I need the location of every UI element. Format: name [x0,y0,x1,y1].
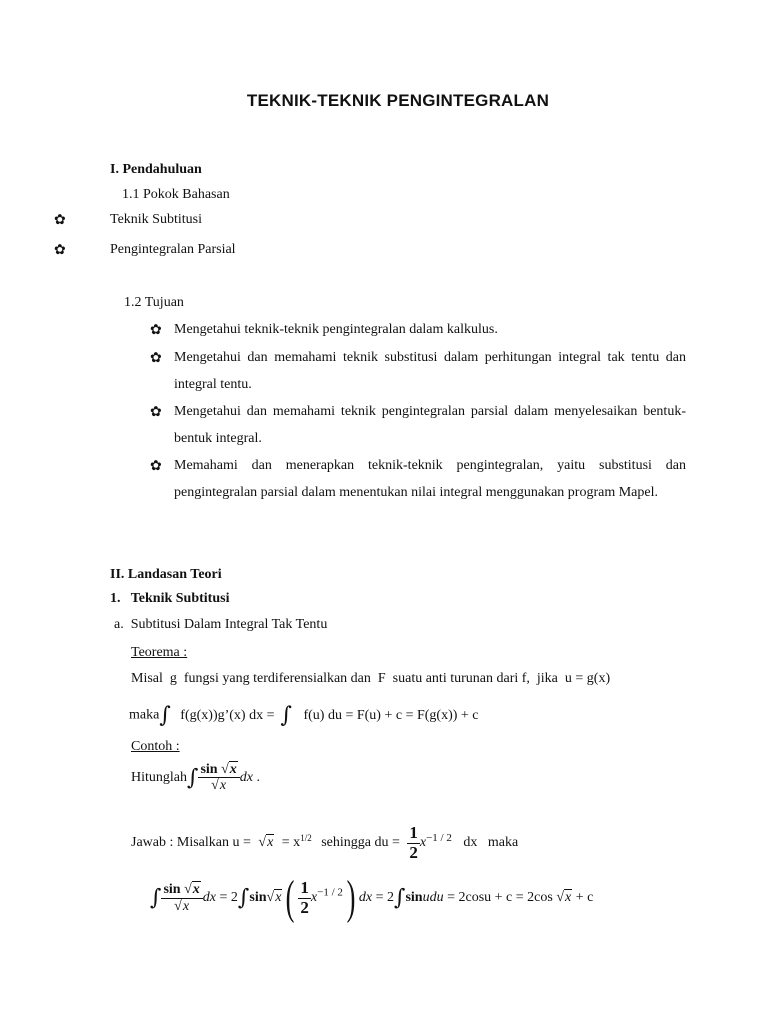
formula-part-1: f(g(x))g’(x) dx = [180,707,275,723]
integral-sign-icon: ∫ [237,885,250,911]
integral-sign-icon: ∫ [280,703,292,728]
topic-item: Pengintegralan Parsial [110,242,236,257]
sqrt-icon: √x [184,882,200,898]
goal-item: Mengetahui dan memahami teknik pengintegralan parsial dalam menyelesaikan bentuk-bentuk integral. [174,404,686,446]
contoh-label: Contoh : [131,739,180,754]
denominator [209,778,229,793]
jawab-sehingga: sehingga du = [321,835,400,851]
exponent: 1/2 [300,832,312,843]
integral-sign-icon: ∫ [150,885,162,911]
section-2-heading: II. Landasan Teori [110,567,222,582]
jawab-mid: = x [281,835,301,851]
fraction-one-half: $\frac{1}{2}$ [409,823,418,862]
flower-bullet-icon: ✿ [150,322,162,338]
fraction-one-half: $\frac{1}{2}$ [300,877,309,917]
flower-bullet-icon: ✿ [54,212,66,228]
subsection-1-2: 1.2 Tujuan [124,295,184,310]
result-part-2: = 2 [375,890,394,905]
right-paren-icon: ) [346,871,356,924]
teorema-label: Teorema : [131,645,188,660]
example-problem: Hitunglah∫ $\frac{\sin √x}{√x}$ dx . [131,762,260,794]
subsection-a: a. Subtitusi Dalam Integral Tak Tentu [114,617,328,632]
fraction [198,762,239,794]
teorema-text: Misal g fungsi yang terdiferensialkan dan F suatu anti turunan dari f, jika u = g(x) [131,671,611,686]
section-1-heading: I. Pendahuluan [110,162,202,177]
sqrt-icon: √x [221,762,237,777]
flower-bullet-icon: ✿ [150,350,162,366]
jawab-dx: dx maka [463,835,519,851]
goal-item: Mengetahui dan memahami teknik substitusi dalam perhitungan integral tak tentu dan integral tentu. [174,350,686,392]
result-part-3: = 2cosu + c = 2cos [447,890,553,905]
fraction: $\frac{\sin √x}{√x}$ [161,882,202,914]
answer-line: Jawab : Misalkan $u = √x = x^{1/2}$ sehingga du = $\frac{1}{2}$ $x^{-1 / 2}$ dx maka [131,823,519,862]
formula-part-2: f(u) du = F(u) + c = F(g(x)) + c [303,707,479,723]
flower-bullet-icon: ✿ [150,458,162,474]
result-part-1: = 2 [219,890,238,905]
goal-item: Mengetahui teknik-teknik pengintegralan dalam kalkulus. [174,322,498,337]
goal-item: Memahami dan menerapkan teknik-teknik pengintegralan, yaitu substitusi dan pengintegralan parsial dalam menentukan nilai integral menggunakan program Mapel. [174,458,686,500]
integral-sign-icon: ∫ [393,885,406,911]
result-part-4: + c [575,890,594,905]
subsection-1-1: 1.1 Pokok Bahasan [122,187,230,202]
theorem-formula [129,703,479,728]
hitunglah-label: Hitunglah [131,769,187,785]
maka-label: maka [129,707,160,723]
numerator: sin √x [198,762,239,778]
integral-sign-icon: ∫ [187,765,199,791]
sqrt-icon: √x [211,778,227,794]
flower-bullet-icon: ✿ [54,242,66,258]
sqrt-icon: √x [556,890,572,905]
document-title: TEKNIK-TEKNIK PENGINTEGRALAN [246,91,550,110]
sqrt-icon: √x [258,835,274,851]
sqrt-icon: √x [266,890,282,905]
topic-item: Teknik Subtitusi [110,212,202,227]
jawab-prefix: Jawab : Misalkan u = [131,835,251,851]
left-paren-icon: ( [286,871,295,924]
flower-bullet-icon: ✿ [150,404,162,420]
integral-sign-icon: ∫ [159,703,171,728]
subsection-technique-1: 1. Teknik Subtitusi [110,591,230,606]
result-equation: ∫ $\frac{\sin √x}{√x}$ dx = 2∫sin√x( $\frac{1}{2}$ $x^{-1 / 2}$) dx = 2∫sinudu = 2cosu + c = 2cos √x + c [150,871,594,924]
sqrt-icon: √x [174,898,190,914]
